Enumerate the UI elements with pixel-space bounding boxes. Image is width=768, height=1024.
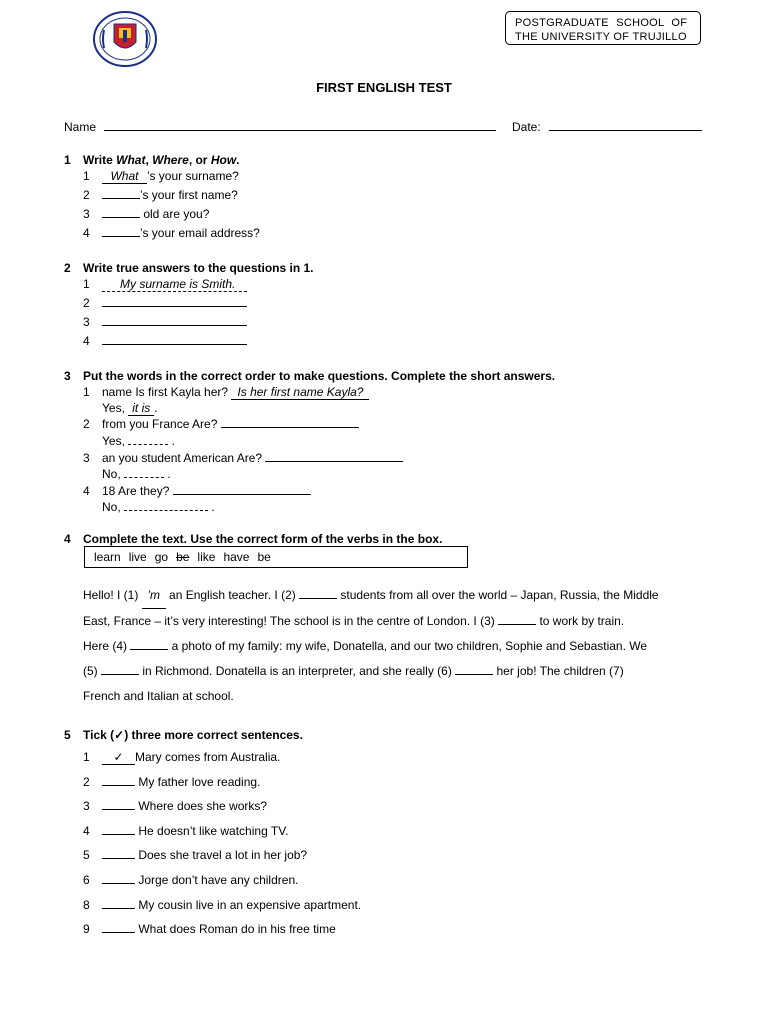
q5-instr-pre: Tick ( [83, 728, 115, 742]
q3-number: 3 [64, 369, 71, 383]
q5-tick-field-8[interactable] [102, 908, 135, 909]
q3-blank-3[interactable] [265, 461, 403, 462]
q4-number: 4 [64, 532, 71, 546]
q1-blank-2[interactable] [102, 198, 140, 199]
institution-header-box [505, 11, 701, 45]
q1-or: , or [188, 153, 211, 167]
date-field[interactable] [549, 130, 702, 131]
verb-go: go [154, 550, 169, 564]
verb-be-used: be [176, 550, 190, 564]
item-number: 8 [83, 898, 90, 912]
checkmark-icon: ✓ [114, 728, 125, 742]
q3-short-field[interactable] [128, 401, 154, 416]
name-field[interactable] [104, 130, 496, 131]
q1-instruction [64, 153, 240, 167]
q2-answer-1: My surname is Smith. [120, 277, 236, 291]
q4-text [83, 583, 723, 709]
q5-tick-field-4[interactable] [102, 834, 135, 835]
item-number: 1 [83, 277, 90, 291]
q3-short-prefix: No, [102, 467, 121, 481]
q1-word-how: How [210, 153, 237, 167]
q4-text-part: in Richmond. Donatella is an interpreter, and she really (6) [139, 664, 456, 678]
q1-number: 1 [64, 153, 71, 167]
q3-instruction-text: Put the words in the correct order to make questions. Complete the short answers. [83, 369, 556, 383]
q1-item-2 [83, 188, 238, 202]
q3-words-3: an you student American Are? [102, 451, 263, 465]
q3-short-prefix: Yes, [102, 401, 125, 415]
q3-short-blank-2[interactable] [128, 444, 168, 445]
q4-text-part: a photo of my family: my wife, Donatella, and our two children, Sophie and Sebastian. We [168, 639, 648, 653]
item-number: 3 [83, 451, 90, 465]
q4-blank-4[interactable] [130, 649, 168, 650]
q3-words-2: from you France Are? [102, 417, 218, 431]
q5-item-3 [83, 799, 267, 813]
date-label: Date: [512, 120, 541, 134]
q4-blank-2[interactable] [299, 598, 337, 599]
q5-tick-field-6[interactable] [102, 883, 135, 884]
q1-word-where: Where [152, 153, 189, 167]
q5-sentence-8: My cousin live in an expensive apartment. [138, 898, 362, 912]
verb-box [84, 546, 468, 568]
q3-short-prefix: Yes, [102, 434, 125, 448]
q5-instr-post: ) three more correct sentences. [124, 728, 303, 742]
q1-item-4 [83, 226, 260, 240]
q3-short-blank-4[interactable] [124, 510, 208, 511]
q2-blank-2[interactable] [102, 306, 247, 307]
item-number: 4 [83, 334, 90, 348]
date-row [512, 120, 702, 134]
q4-text-part: East, France – it’s very interesting! The school is in the centre of London. I (3) [83, 614, 499, 628]
q3-short-end: . [154, 401, 158, 415]
q3-answer-field[interactable] [231, 385, 369, 400]
item-number: 2 [83, 188, 90, 202]
item-number: 3 [83, 315, 90, 329]
q2-item-4 [83, 334, 247, 348]
q2-instruction-text: Write true answers to the questions in 1. [83, 261, 314, 275]
q1-text-2: ’s your first name? [140, 188, 238, 202]
q4-answer-field[interactable] [142, 583, 166, 609]
item-number: 4 [83, 226, 90, 240]
item-number: 1 [83, 750, 90, 764]
q1-answer-1: What [110, 169, 139, 183]
item-number: 1 [83, 385, 90, 399]
q3-short-4 [102, 500, 215, 514]
q3-short-end: . [211, 500, 215, 514]
q3-blank-2[interactable] [221, 427, 359, 428]
verb-learn: learn [94, 550, 121, 564]
q3-item-2 [83, 417, 359, 431]
q4-text-part: Hello! I (1) [83, 588, 142, 602]
q5-item-4 [83, 824, 288, 838]
q5-tick-field-2[interactable] [102, 785, 135, 786]
q3-short-end: . [171, 434, 175, 448]
q5-number: 5 [64, 728, 71, 742]
q5-tick-field-3[interactable] [102, 809, 135, 810]
q2-item-3 [83, 315, 247, 329]
q4-text-part: (5) [83, 664, 101, 678]
verb-be: be [257, 550, 271, 564]
q5-sentence-3: Where does she works? [138, 799, 268, 813]
item-number: 6 [83, 873, 90, 887]
name-label: Name [64, 120, 97, 134]
q3-short-1 [102, 401, 158, 416]
item-number: 4 [83, 484, 90, 498]
q4-text-part: students from all over the world – Japan, Russia, the Middle [337, 588, 659, 602]
q1-answer-field[interactable] [102, 169, 147, 184]
verb-have: have [223, 550, 250, 564]
q4-blank-3[interactable] [498, 624, 536, 625]
q5-item-2 [83, 775, 260, 789]
q4-text-part: Here (4) [83, 639, 131, 653]
q1-blank-4[interactable] [102, 236, 140, 237]
q5-sentence-1: Mary comes from Australia. [135, 750, 281, 764]
institution-line-1: POSTGRADUATE SCHOOL OF [515, 17, 688, 29]
verb-live: live [128, 550, 147, 564]
q1-text-1: ’s your surname? [147, 169, 239, 183]
item-number: 5 [83, 848, 90, 862]
q2-blank-4[interactable] [102, 344, 247, 345]
q5-item-1 [83, 750, 280, 765]
verb-like: like [197, 550, 216, 564]
q1-instr-pre: Write [83, 153, 117, 167]
q4-answer-1: ’m [147, 588, 161, 602]
q3-short-blank-3[interactable] [124, 477, 164, 478]
q3-words-4: 18 Are they? [102, 484, 170, 498]
q1-word-what: What [116, 153, 146, 167]
q1-blank-3[interactable] [102, 217, 140, 218]
q2-answer-field[interactable] [102, 277, 247, 292]
q4-blank-6[interactable] [455, 674, 493, 675]
q2-item-2 [83, 296, 247, 310]
q3-answer-1: Is her first name Kayla? [237, 385, 364, 399]
item-number: 9 [83, 922, 90, 936]
q5-item-6 [83, 873, 298, 887]
q4-blank-5[interactable] [101, 674, 139, 675]
q5-item-8 [83, 898, 361, 912]
q3-item-4 [83, 484, 311, 498]
q4-text-part: her job! The children (7) [493, 664, 624, 678]
q3-item-1 [83, 385, 369, 400]
q4-instruction [64, 532, 442, 546]
item-number: 3 [83, 207, 90, 221]
q3-short-end: . [167, 467, 171, 481]
item-number: 1 [83, 169, 90, 183]
q5-sentence-2: My father love reading. [138, 775, 261, 789]
q2-blank-3[interactable] [102, 325, 247, 326]
institution-line-2: THE UNIVERSITY OF TRUJILLO [515, 31, 687, 43]
item-number: 2 [83, 775, 90, 789]
item-number: 4 [83, 824, 90, 838]
q4-instruction-text: Complete the text. Use the correct form of the verbs in the box. [83, 532, 443, 546]
q3-short-answer-1: it is [132, 401, 151, 415]
q4-text-part: French and Italian at school. [83, 689, 234, 703]
q5-sentence-6: Jorge don’t have any children. [138, 873, 299, 887]
name-row [64, 120, 496, 134]
q5-tick-field-5[interactable] [102, 858, 135, 859]
checkmark-icon: ✓ [113, 750, 124, 764]
q3-instruction [64, 369, 555, 383]
q1-text-3: old are you? [140, 207, 210, 221]
item-number: 2 [83, 417, 90, 431]
q1-comma: , [145, 153, 153, 167]
q1-text-4: ’s your email address? [140, 226, 260, 240]
q5-tick-field-9[interactable] [102, 932, 135, 933]
q1-item-3 [83, 207, 209, 221]
q2-instruction [64, 261, 314, 275]
q5-sentence-9: What does Roman do in his free time [138, 922, 336, 936]
q4-text-part: to work by train. [536, 614, 625, 628]
q1-item-1 [83, 169, 239, 184]
q3-words-1: name Is first Kayla her? [102, 385, 229, 399]
item-number: 2 [83, 296, 90, 310]
q3-blank-4[interactable] [173, 494, 311, 495]
q5-item-9 [83, 922, 336, 936]
q5-instruction [64, 728, 303, 742]
q3-short-prefix: No, [102, 500, 121, 514]
q3-short-3 [102, 467, 171, 481]
q1-period: . [236, 153, 240, 167]
q3-short-2 [102, 434, 175, 448]
q5-sentence-4: He doesn’t like watching TV. [138, 824, 289, 838]
q5-tick-field-1[interactable] [102, 750, 135, 765]
q2-number: 2 [64, 261, 71, 275]
q5-sentence-5: Does she travel a lot in her job? [138, 848, 308, 862]
q4-text-part: an English teacher. I (2) [165, 588, 300, 602]
q5-item-5 [83, 848, 307, 862]
q2-item-1 [83, 277, 247, 292]
test-title: FIRST ENGLISH TEST [316, 80, 452, 95]
university-seal-logo [92, 10, 158, 68]
q3-item-3 [83, 451, 403, 465]
item-number: 3 [83, 799, 90, 813]
